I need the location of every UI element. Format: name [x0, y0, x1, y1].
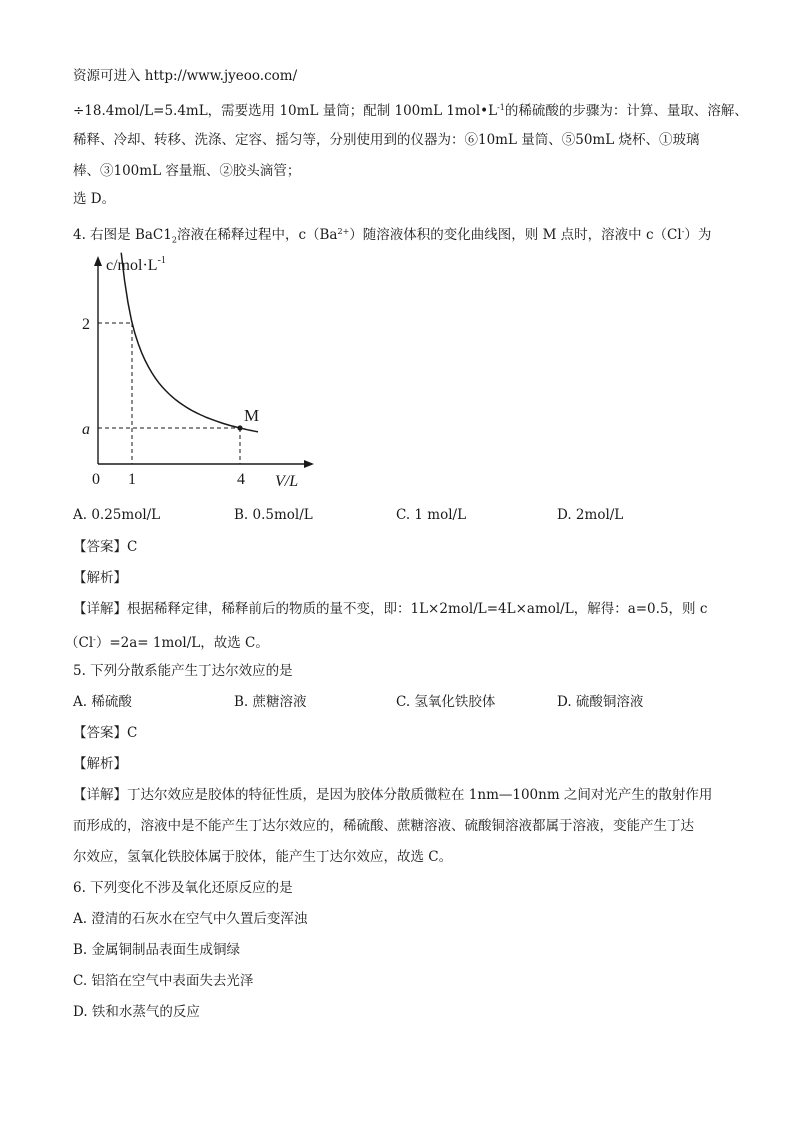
subscript: 2 [171, 235, 177, 245]
q4-answer: 【答案】C [73, 539, 138, 555]
q5-detail-2: 而形成的，溶液中是不能产生丁达尔效应的，稀硫酸、蔗糖溶液、硫酸铜溶液都属于溶液，变能产生丁达 [73, 818, 694, 834]
superscript: - [93, 635, 96, 644]
x-axis-label: V/L [275, 473, 299, 490]
x-tick-label-4: 4 [237, 471, 245, 488]
q4-stem-part: 4. 右图是 BaC1 [73, 227, 172, 243]
q5-option-b[interactable]: B. 蔗糖溶液 [234, 694, 307, 710]
q4-detail-2 [65, 631, 269, 652]
q4-stem-part: ）为 [684, 227, 712, 243]
q5-stem: 5. 下列分散系能产生丁达尔效应的是 [73, 663, 293, 679]
q3-line-2: 稀释、冷却、转移、洗涤、定容、摇匀等，分别使用到的仪器为：⑥10mL 量筒、⑤50mL 烧杯、①玻璃 [73, 132, 700, 148]
y-tick-label-2: 2 [82, 316, 90, 333]
y-axis-arrow [94, 256, 102, 266]
q4-option-a[interactable]: A. 0.25mol/L [73, 507, 161, 523]
q6-option-d[interactable]: D. 铁和水蒸气的反应 [73, 1004, 200, 1020]
q3-line-4: 选 D。 [73, 191, 116, 207]
q6-option-b[interactable]: B. 金属铜制品表面生成铜绿 [73, 942, 241, 958]
q4-option-b[interactable]: B. 0.5mol/L [234, 507, 313, 523]
q4-detail-part: （Cl [65, 635, 94, 651]
superscript: 2+ [337, 227, 350, 236]
q5-option-d[interactable]: D. 硫酸铜溶液 [557, 694, 644, 710]
q5-answer: 【答案】C [73, 725, 138, 741]
q3-line-3: 棒、③100mL 容量瓶、②胶头滴管； [73, 163, 301, 179]
q6-stem: 6. 下列变化不涉及氧化还原反应的是 [73, 880, 293, 896]
q4-analysis-label: 【解析】 [73, 570, 127, 586]
y-tick-label-a: a [82, 421, 90, 438]
concentration-curve [121, 253, 258, 432]
q5-option-c[interactable]: C. 氢氧化铁胶体 [396, 694, 496, 710]
point-m [237, 425, 242, 430]
q6-option-c[interactable]: C. 铝箔在空气中表面失去光泽 [73, 973, 254, 989]
superscript: - [681, 227, 685, 236]
dilution-chart [70, 248, 330, 498]
q4-detail-1: 【详解】根据稀释定律，稀释前后的物质的量不变，即：1L×2mol/L=4L×amol/L，解得：a=0.5，则 c [73, 601, 708, 617]
x-axis-arrow [304, 460, 314, 468]
point-m-label: M [244, 406, 260, 425]
q6-option-a[interactable]: A. 澄清的石灰水在空气中久置后变浑浊 [73, 911, 308, 927]
source-header: 资源可进入 http://www.jyeoo.com/ [73, 68, 298, 84]
q4-option-d[interactable]: D. 2mol/L [557, 507, 624, 523]
q4-option-c[interactable]: C. 1 mol/L [396, 507, 467, 523]
q5-detail-1: 【详解】丁达尔效应是胶体的特征性质，是因为胶体分散质微粒在 1nm—100nm 之间对光产生的散射作用 [73, 787, 713, 803]
q4-detail-part: ）=2a= 1mol/L，故选 C。 [95, 635, 269, 651]
q5-detail-3: 尔效应，氢氧化铁胶体属于胶体，能产生丁达尔效应，故选 C。 [73, 849, 453, 865]
q3-line-1 [73, 99, 748, 120]
q5-option-a[interactable]: A. 稀硫酸 [73, 694, 132, 710]
q3-text: ÷18.4mol/L=5.4mL，需要选用 10mL 量筒；配制 100mL 1mol•L [73, 103, 498, 119]
q4-stem-part: ）随溶液体积的变化曲线图，则 M 点时，溶液中 c（Cl [349, 227, 682, 243]
q5-analysis-label: 【解析】 [73, 756, 127, 772]
q3-text: 的稀硫酸的步骤为：计算、量取、溶解、 [504, 103, 748, 119]
q4-stem-part: 溶液在稀释过程中，c（Ba [176, 227, 338, 243]
superscript: -1 [497, 103, 505, 112]
x-tick-label-1: 1 [128, 471, 136, 488]
y-axis-label: $c/mol\cdot L^{-1}$ [106, 255, 166, 274]
q4-stem [73, 223, 711, 250]
origin-label: 0 [92, 471, 100, 488]
